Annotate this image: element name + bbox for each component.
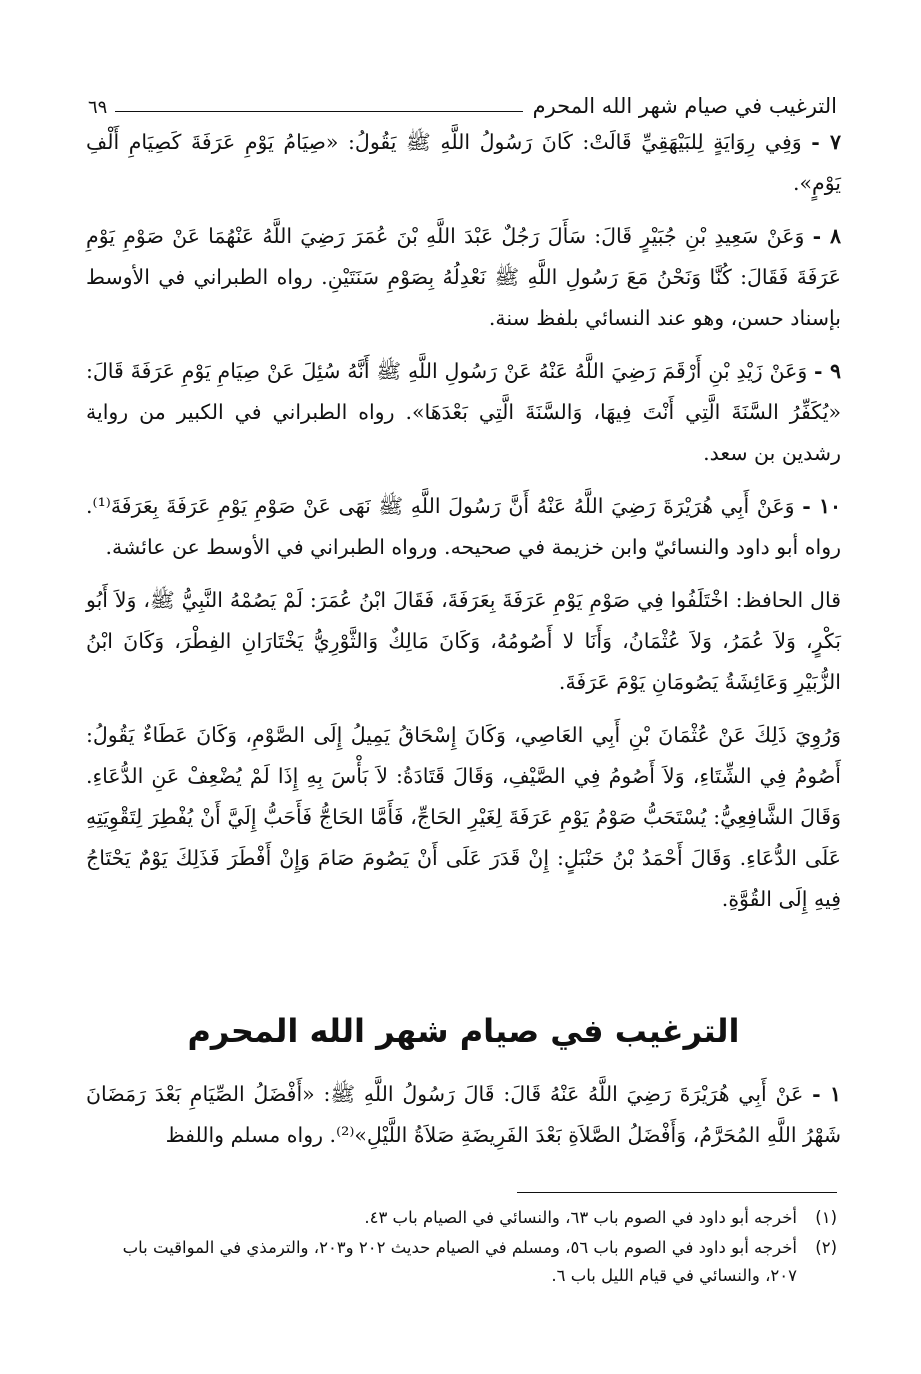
hadith-paragraph-1 — [86, 1074, 841, 1156]
page-number: ٦٩ — [88, 97, 108, 118]
main-text — [86, 122, 841, 932]
paragraph-text: وَعَنْ أَبِي هُرَيْرَةَ رَضِيَ اللَّهُ عَنْهُ أَنَّ رَسُولَ اللَّهِ ﷺ نَهَى عَنْ صَوْمِ يَوْمِ عَرَفَةَ بِعَرَفَةَ⁽¹⁾. رواه أبو داود والنسائيّ وابن خزيمة في صحيحه. ورواه الطبراني في الأوسط عن عائشة. — [86, 494, 841, 559]
footnotes — [88, 1204, 837, 1292]
footnote-mark: (١) — [815, 1208, 837, 1227]
paragraph-number: ١٠ - — [802, 494, 841, 518]
paragraph-text: قال الحافظ: اخْتَلَفُوا فِي صَوْمِ يَوْمِ عَرَفَةَ بِعَرَفَةَ، فَقَالَ ابْنُ عُمَرَ: لَمْ يَصُمْهُ النَّبِيُّ ﷺ، وَلاَ أَبُو بَكْرٍ، وَلاَ عُمَرُ، وَلاَ عُثْمَانُ، وَأَنَا لا أَصُومُهُ، وَكَانَ مَالِكٌ وَالثَّوْرِيُّ يَخْتَارَانِ الفِطْرَ، وَكَانَ ابْنُ الزُّبَيْرِ وَعَائِشَةُ يَصُومَانِ يَوْمَ عَرَفَةَ. — [86, 588, 841, 694]
footnote-rule — [517, 1192, 837, 1193]
footnote-mark: (٢) — [815, 1238, 837, 1257]
footnote — [88, 1234, 837, 1290]
section-body — [86, 1074, 841, 1168]
section-heading: الترغيب في صيام شهر الله المحرم — [187, 1012, 740, 1050]
commentary-paragraph — [86, 715, 841, 920]
commentary-paragraph — [86, 580, 841, 703]
paragraph-number: ٧ - — [811, 130, 841, 154]
paragraph-number: ١ - — [812, 1082, 841, 1106]
running-header — [88, 86, 837, 118]
paragraph-text: وَفِي رِوَايَةٍ لِلبَيْهَقِيِّ قَالَتْ: كَانَ رَسُولُ اللَّهِ ﷺ يَقُولُ: «صِيَامُ يَوْمِ عَرَفَةَ كَصِيَامِ أَلْفِ يَوْمٍ». — [86, 130, 841, 195]
paragraph-number: ٩ - — [814, 359, 841, 383]
footnote — [88, 1204, 837, 1232]
hadith-paragraph-7 — [86, 122, 841, 204]
footnote-text: أخرجه أبو داود في الصوم باب ٥٦، ومسلم في الصيام حديث ٢٠٢ و٢٠٣، والترمذي في المواقيت باب ٢٠٧، والنسائي في قيام الليل باب ٦. — [122, 1238, 797, 1285]
paragraph-number: ٨ - — [812, 224, 841, 248]
header-rule — [115, 111, 522, 112]
footnote-text: أخرجه أبو داود في الصوم باب ٦٣، والنسائي في الصيام باب ٤٣. — [364, 1208, 797, 1227]
paragraph-text: وَعَنْ زَيْدِ بْنِ أَرْقَمَ رَضِيَ اللَّهُ عَنْهُ عَنْ رَسُولِ اللَّهِ ﷺ أَنَّهُ سُئِلَ عَنْ صِيَامِ يَوْمِ عَرَفَةَ قَالَ: «يُكَفِّرُ السَّنَةَ الَّتِي أَنْتَ فِيهَا، وَالسَّنَةَ الَّتِي بَعْدَهَا». رواه الطبراني في الكبير من رواية رشدين بن سعد. — [86, 359, 841, 465]
hadith-paragraph-9 — [86, 351, 841, 474]
paragraph-text: عَنْ أَبِي هُرَيْرَةَ رَضِيَ اللَّهُ عَنْهُ قَالَ: قَالَ رَسُولُ اللَّهِ ﷺ: «أَفْضَلُ الصِّيَامِ بَعْدَ رَمَضَانَ شَهْرُ اللَّهِ المُحَرَّمُ، وَأَفْضَلُ الصَّلاَةِ بَعْدَ الفَرِيضَةِ صَلاَةُ اللَّيْلِ»⁽²⁾. رواه مسلم واللفظ — [86, 1082, 841, 1147]
hadith-paragraph-10 — [86, 486, 841, 568]
running-header-title: الترغيب في صيام شهر الله المحرم — [532, 94, 837, 118]
hadith-paragraph-8 — [86, 216, 841, 339]
paragraph-text: وَرُوِيَ ذَلِكَ عَنْ عُثْمَانَ بْنِ أَبِي العَاصِي، وَكَانَ إِسْحَاقُ يَمِيلُ إِلَى الصَّوْمِ، وَكَانَ عَطَاءٌ يَقُولُ: أَصُومُ فِي الشِّتَاءِ، وَلاَ أَصُومُ فِي الصَّيْفِ، وَقَالَ قَتَادَةُ: لاَ بَأْسَ بِهِ إِذَا لَمْ يُضْعِفْ عَنِ الدُّعَاءِ. وَقَالَ الشَّافِعِيُّ: يُسْتَحَبُّ صَوْمُ يَوْمِ عَرَفَةَ لِغَيْرِ الحَاجِّ، فَأَمَّا الحَاجُّ فَأَحَبُّ إِلَيَّ أَنْ يُفْطِرَ لِتَقْوِيَتِهِ عَلَى الدُّعَاءِ. وَقَالَ أَحْمَدُ بْنُ حَنْبَلٍ: إِنْ قَدَرَ عَلَى أَنْ يَصُومَ صَامَ وَإِنْ أَفْطَرَ فَذَلِكَ يَوْمٌ يَحْتَاجُ فِيهِ إِلَى القُوَّةِ. — [86, 723, 841, 911]
paragraph-text: وَعَنْ سَعِيدِ بْنِ جُبَيْرٍ قَالَ: سَأَلَ رَجُلٌ عَبْدَ اللَّهِ بْنَ عُمَرَ رَضِيَ اللَّهُ عَنْهُمَا عَنْ صَوْمِ يَوْمِ عَرَفَةَ فَقَالَ: كُنَّا وَنَحْنُ مَعَ رَسُولِ اللَّهِ ﷺ نَعْدِلُهُ بِصَوْمِ سَنَتَيْنِ. رواه الطبراني في الأوسط بإسناد حسن، وهو عند النسائي بلفظ سنة. — [86, 224, 841, 330]
